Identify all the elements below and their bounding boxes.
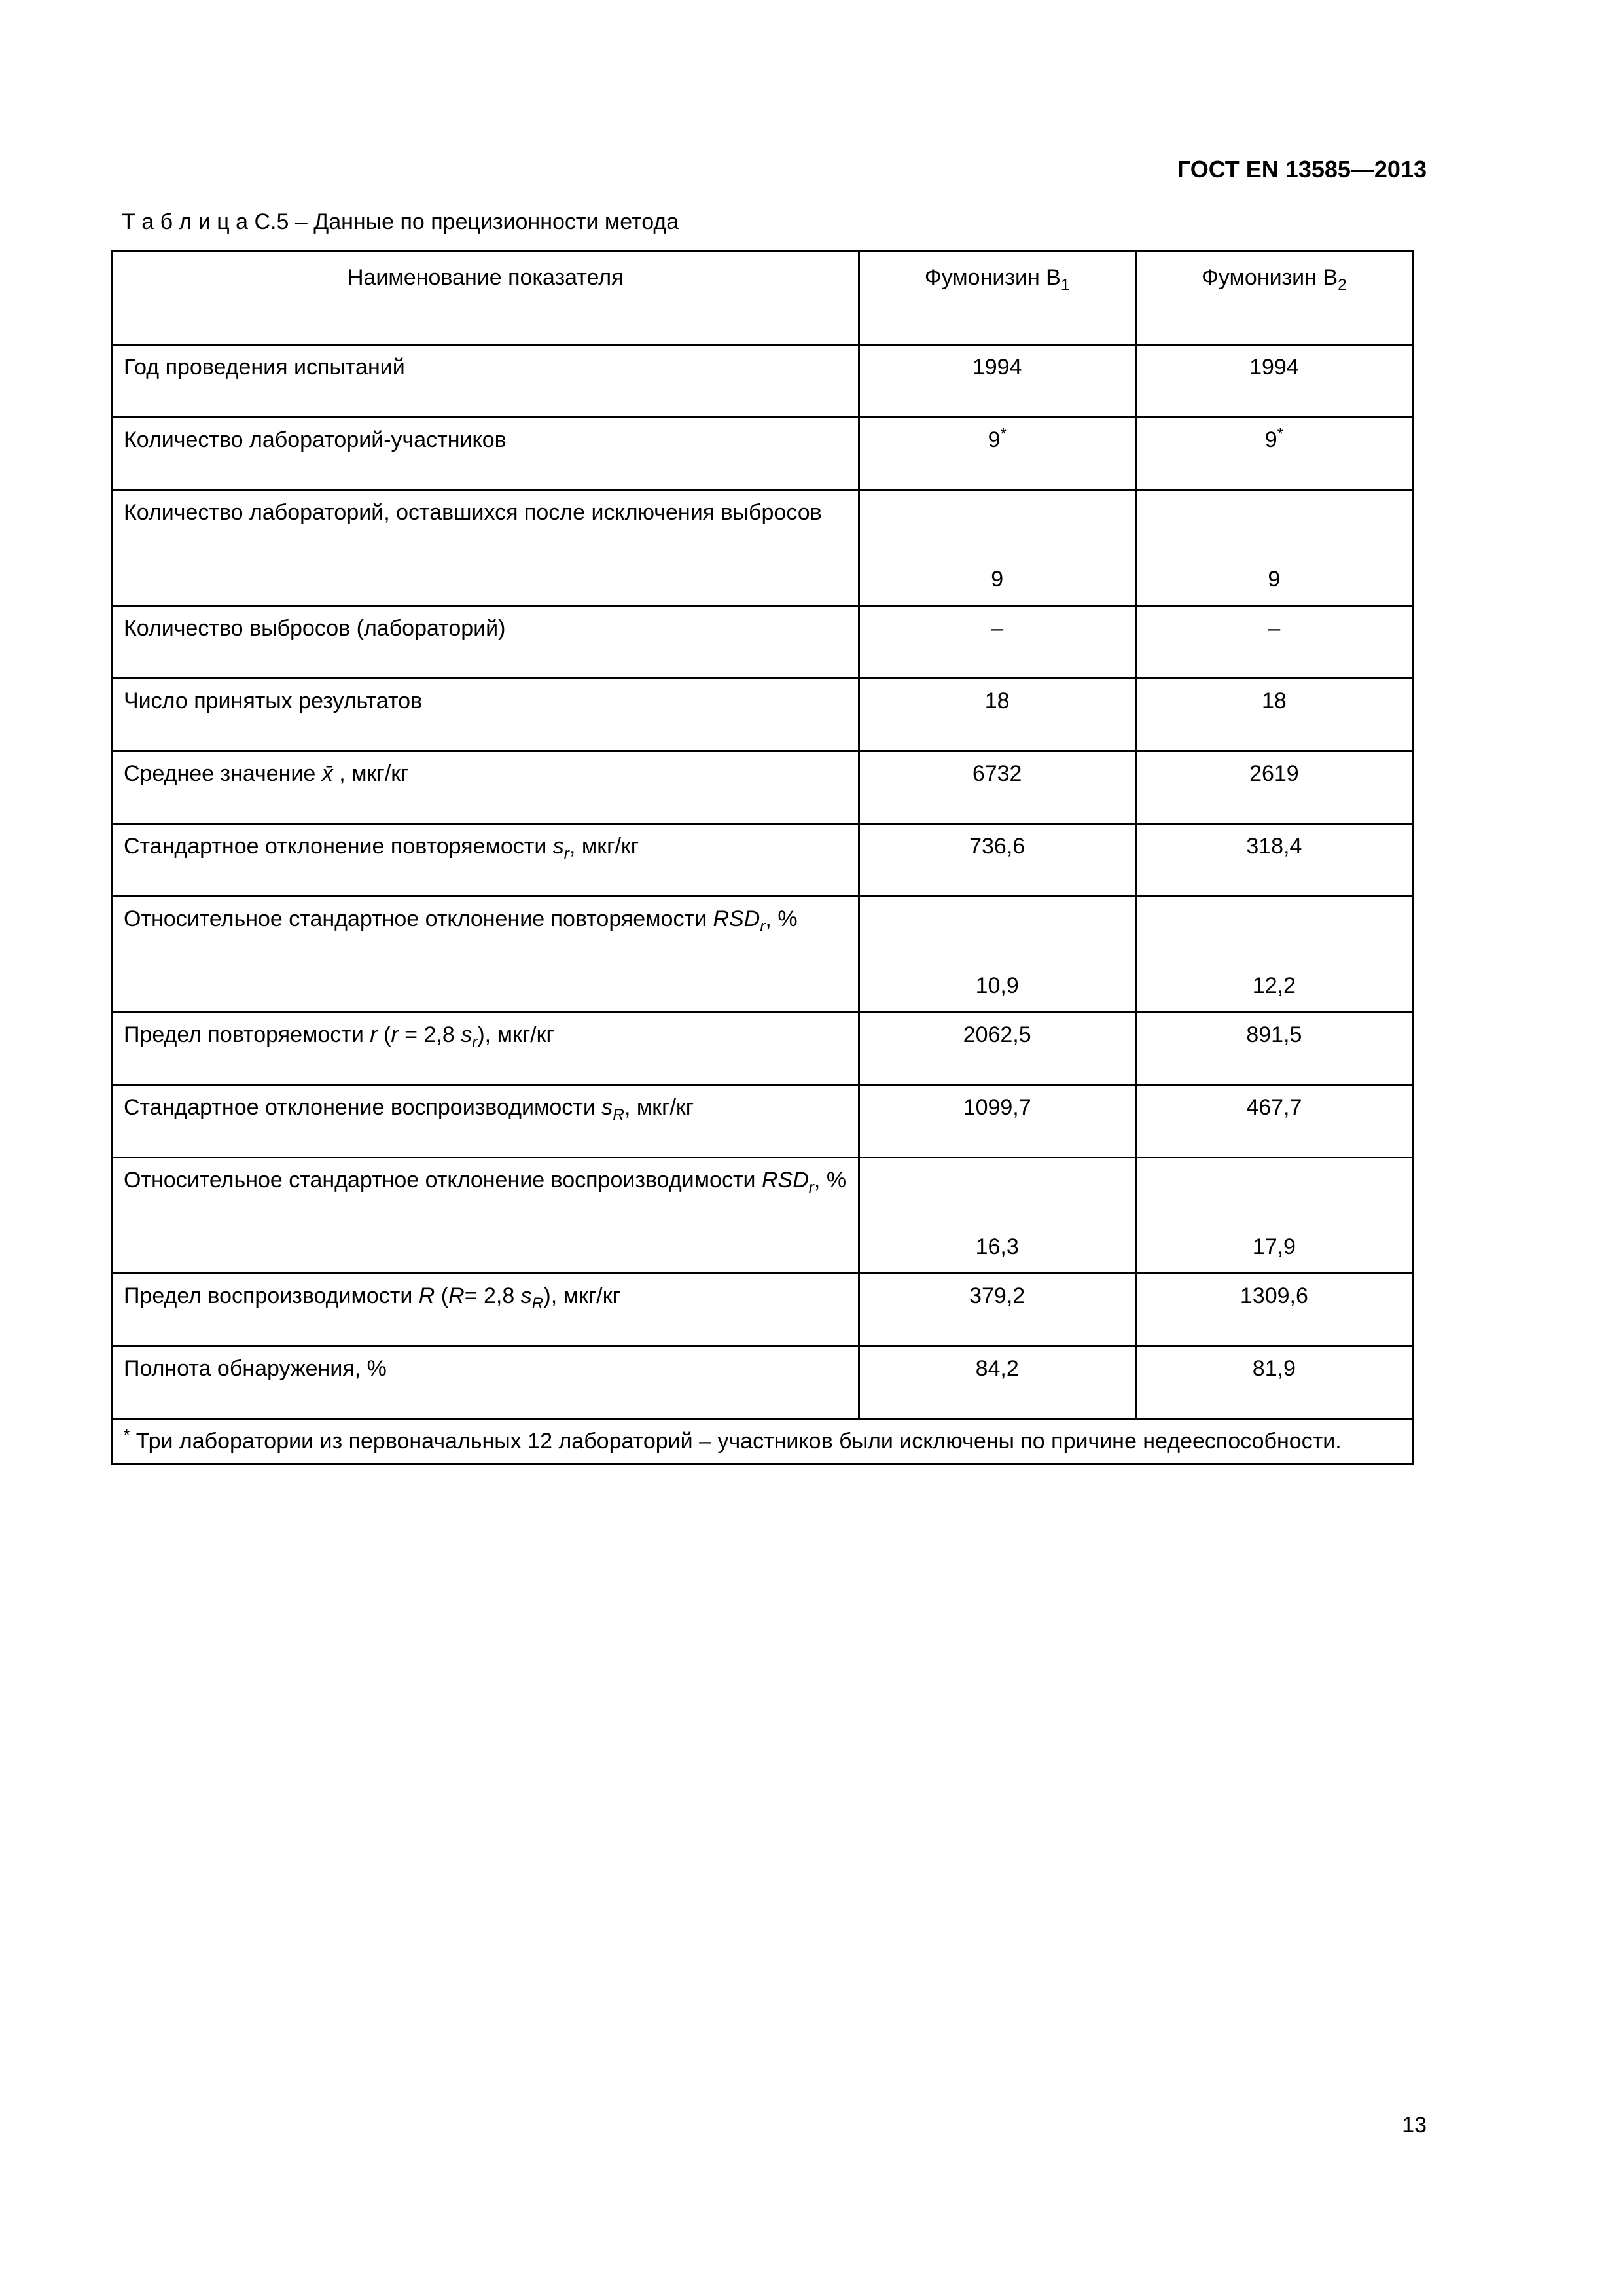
precision-table-container: [111, 250, 1414, 1465]
row-value-b1: 16,3: [859, 1158, 1135, 1274]
row-label: Стандартное отклонение повторяемости $s_r$, мкг/кг: [113, 824, 859, 897]
table-row: [113, 490, 1413, 606]
row-value-b2: 318,4: [1135, 824, 1412, 897]
row-value-b1: 84,2: [859, 1346, 1135, 1419]
table-row: [113, 824, 1413, 897]
row-value-b2: 9*: [1135, 418, 1412, 490]
row-value-b2: 1994: [1135, 345, 1412, 418]
row-value-b1: 1099,7: [859, 1085, 1135, 1158]
row-value-b2: 9: [1135, 490, 1412, 606]
table-row: [113, 1158, 1413, 1274]
row-value-b1: 736,6: [859, 824, 1135, 897]
row-value-b1: 1994: [859, 345, 1135, 418]
row-value-b1: 9: [859, 490, 1135, 606]
row-value-b2: 12,2: [1135, 897, 1412, 1013]
row-value-b2: 81,9: [1135, 1346, 1412, 1419]
table-caption: Т а б л и ц а С.5 – Данные по прецизионности метода: [122, 209, 679, 234]
table-row: [113, 751, 1413, 824]
row-value-b1: 2062,5: [859, 1013, 1135, 1085]
row-value-b2: –: [1135, 606, 1412, 679]
row-label: Полнота обнаружения, %: [113, 1346, 859, 1419]
row-label: Среднее значение x̄ , мкг/кг: [113, 751, 859, 824]
table-row: [113, 1013, 1413, 1085]
row-value-b1: –: [859, 606, 1135, 679]
table-row: [113, 1085, 1413, 1158]
precision-table: [111, 250, 1414, 1465]
row-label: Количество лабораторий, оставшихся после исключения выбросов: [113, 490, 859, 606]
table-row: [113, 679, 1413, 751]
table-footnote-row: [113, 1419, 1413, 1465]
table-row: [113, 606, 1413, 679]
row-value-b1: 10,9: [859, 897, 1135, 1013]
row-label: Количество выбросов (лабораторий): [113, 606, 859, 679]
column-header-indicator: Наименование показателя: [113, 251, 859, 345]
page-number: 13: [1402, 2113, 1427, 2138]
row-value-b2: 1309,6: [1135, 1274, 1412, 1346]
table-row: [113, 1346, 1413, 1419]
row-value-b2: 17,9: [1135, 1158, 1412, 1274]
column-header-fumonisin-b2: Фумонизин $В_2$: [1135, 251, 1412, 345]
column-header-fumonisin-b1: Фумонизин $В_1$: [859, 251, 1135, 345]
row-label: Год проведения испытаний: [113, 345, 859, 418]
table-row: [113, 897, 1413, 1013]
row-value-b2: 2619: [1135, 751, 1412, 824]
table-row: [113, 1274, 1413, 1346]
row-label: Предел воспроизводимости R (R= 2,8 $s_R$), мкг/кг: [113, 1274, 859, 1346]
row-value-b2: 467,7: [1135, 1085, 1412, 1158]
row-label: Относительное стандартное отклонение повторяемости $RSD_r$, %: [113, 897, 859, 1013]
row-value-b1: 379,2: [859, 1274, 1135, 1346]
table-row: [113, 418, 1413, 490]
table-header-row: [113, 251, 1413, 345]
document-header: ГОСТ EN 13585—2013: [1177, 156, 1427, 183]
table-row: [113, 345, 1413, 418]
row-label: Количество лабораторий-участников: [113, 418, 859, 490]
row-label: Стандартное отклонение воспроизводимости $s_R$, мкг/кг: [113, 1085, 859, 1158]
row-value-b1: 9*: [859, 418, 1135, 490]
row-value-b2: 18: [1135, 679, 1412, 751]
row-label: Число принятых результатов: [113, 679, 859, 751]
row-value-b1: 6732: [859, 751, 1135, 824]
table-footnote: * Три лаборатории из первоначальных 12 лабораторий – участников были исключены по причине недееспособности.: [113, 1419, 1413, 1465]
row-label: Относительное стандартное отклонение воспроизводимости $RSD_r$, %: [113, 1158, 859, 1274]
row-label: Предел повторяемости r (r = 2,8 $s_r$), мкг/кг: [113, 1013, 859, 1085]
row-value-b2: 891,5: [1135, 1013, 1412, 1085]
row-value-b1: 18: [859, 679, 1135, 751]
